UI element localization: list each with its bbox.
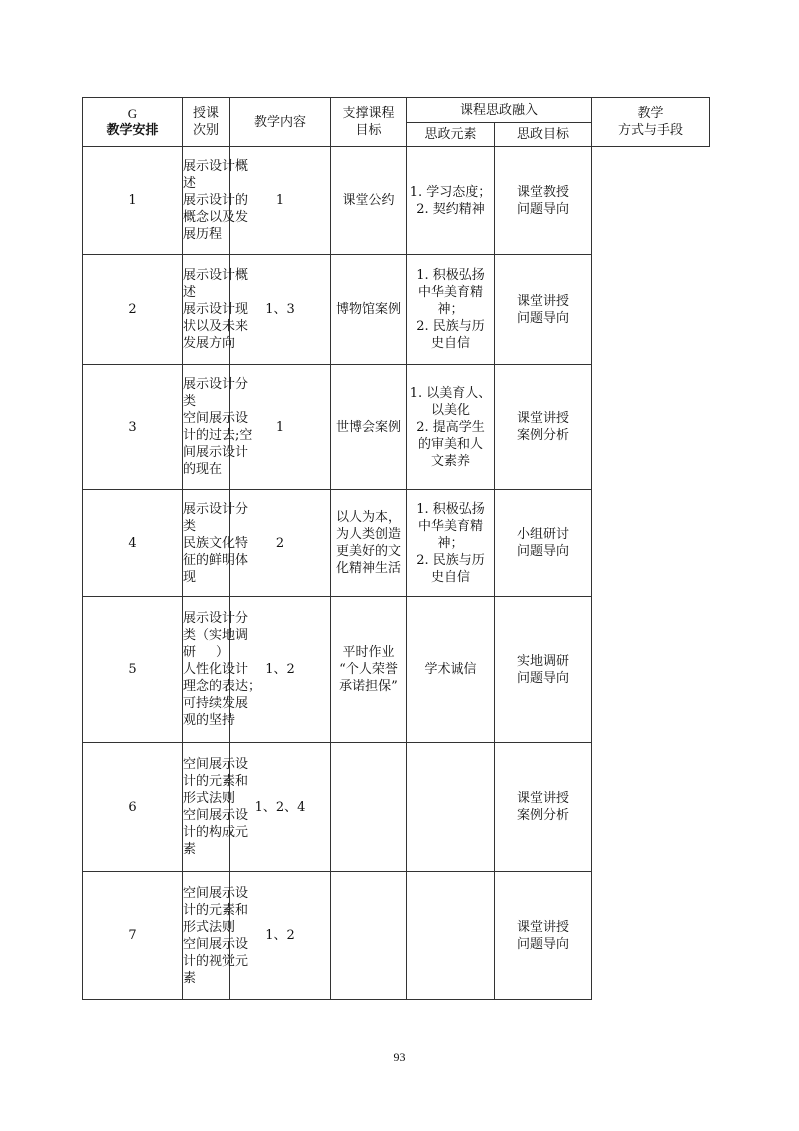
element-cell [331,743,407,872]
session-number: 5 [83,597,183,743]
content-line: 形式法则 [183,919,236,935]
content-line: 空间展示设 [183,757,249,772]
session-number: 2 [83,255,183,365]
target-line: 2. 民族与历 [416,552,485,568]
goal-cell: 2 [230,490,331,597]
table-row [83,872,710,1000]
content-line: 研） [183,645,229,660]
content-cell [183,597,262,743]
goal-cell: 1、2 [230,872,331,1000]
element-line: 平时作业 [342,645,395,660]
goal-cell: 1 [230,365,331,490]
method-cell [495,255,592,365]
content-cell [183,490,249,597]
header-method-line: 教学 [637,106,664,121]
content-line: 展示设计的 [183,193,249,208]
method-line: 课堂讲授 [517,919,570,935]
content-line: 现 [183,569,197,585]
method-cell [495,365,592,490]
content-line: 展示设计分 [183,377,249,392]
header-method [592,98,710,147]
content-line: 展示设计概 [183,268,249,283]
content-line: 间展示设计 [183,445,249,460]
header-session [183,98,230,147]
content-line: 征的鲜明体 [183,552,249,568]
session-number: 7 [83,872,183,1000]
target-line: 2. 民族与历 [416,319,485,334]
header-ideology: 课程思政融入 [407,98,592,123]
content-line: 空间展示设 [183,808,249,823]
content-line: 发展方向 [183,336,236,351]
content-line: 展示设计分 [183,611,249,626]
content-line: 空间展示设 [183,885,249,901]
target-line: 中华美育精 [417,285,483,300]
method-line: 问题导向 [517,544,570,559]
content-line: 的现在 [183,462,223,477]
method-line: 课堂教授 [517,184,570,200]
method-line: 实地调研 [517,653,570,669]
element-cell [331,490,407,597]
goal-cell: 1 [230,147,331,255]
section-title: 教学安排 [106,123,159,138]
goal-cell: 1、2、4 [230,743,331,872]
content-line: 展示设计分 [183,501,249,517]
content-line: 计的构成元 [183,825,249,840]
session-number: 1 [83,147,183,255]
element-line: 承诺担保” [339,679,398,694]
method-line: 课堂讲授 [517,791,570,806]
header-method-line: 方式与手段 [618,123,684,138]
content-line: 空间展示设 [183,936,249,952]
method-line: 问题导向 [517,310,570,326]
target-cell [407,255,495,365]
element-cell [331,872,407,1000]
content-line: 计的视觉元 [183,953,249,969]
content-line: 计的过去;空 [183,428,253,443]
content-line: 类 [183,394,197,409]
table-row [83,743,710,872]
target-cell [407,490,495,597]
element-cell [331,365,407,490]
element-line: 课堂公约 [342,193,395,208]
header-goal-line: 目标 [355,123,382,138]
method-cell [495,147,592,255]
content-line: 素 [183,970,197,986]
content-line: 述 [183,176,197,191]
method-line: 问题导向 [517,670,570,686]
content-cell [183,255,249,365]
method-cell [495,743,592,872]
target-cell [407,743,495,872]
method-cell [495,490,592,597]
table-row [83,147,710,255]
element-cell [331,147,407,255]
header-goal [331,98,407,147]
section-letter: G [127,106,138,121]
content-line: 素 [183,842,197,857]
target-line: 2. 契约精神 [416,201,485,217]
element-line: 世博会案例 [335,419,401,435]
content-line: 类 [183,518,197,534]
target-cell [407,365,495,490]
table-row [83,365,710,490]
target-line: 神； [437,302,464,317]
header-session-line: 次别 [192,123,219,138]
content-line: 人性化设计 [183,662,249,677]
method-line: 小组研讨 [517,527,570,542]
table-row [83,255,710,365]
target-line: 史自信 [430,569,470,585]
element-line: “个人荣誉 [339,662,398,677]
session-number: 3 [83,365,183,490]
session-number: 6 [83,743,183,872]
target-line: 1. 积极弘扬 [416,501,485,517]
target-line: 1. 积极弘扬 [416,268,485,283]
header-target: 思政目标 [495,123,592,147]
method-cell [495,872,592,1000]
content-cell [183,872,249,1000]
content-line: 理念的表达； [183,679,262,694]
method-line: 问题导向 [517,936,570,952]
content-cell [183,365,253,490]
element-line: 以人为本， [335,510,401,525]
content-line: 形式法则 [183,791,236,806]
content-line: 述 [183,285,197,300]
content-line: 类（实地调 [183,628,249,643]
teaching-schedule-table [82,97,710,1000]
goal-cell: 1、3 [230,255,331,365]
session-number: 4 [83,490,183,597]
header-content: 教学内容 [230,98,331,147]
target-line: 学术诚信 [424,662,477,677]
target-cell [407,147,495,255]
target-line: 神； [437,535,464,551]
target-line: 中华美育精 [417,518,483,534]
table-row [83,597,710,743]
element-line: 更美好的文 [335,544,401,559]
content-cell [183,743,249,872]
content-line: 展示设计现 [183,302,249,317]
element-cell [331,597,407,743]
target-line: 2. 提高学生 [416,419,485,435]
section-label [83,98,183,147]
header-element: 思政元素 [407,123,495,147]
target-line: 以美化 [430,402,470,418]
method-line: 问题导向 [517,201,570,217]
page-number: 93 [393,1050,406,1064]
element-line: 化精神生活 [335,561,401,576]
method-cell [495,597,592,743]
target-line: 史自信 [430,336,470,351]
content-line: 民族文化特 [183,535,249,551]
target-line: 1. 以美育人、 [409,385,492,401]
target-line: 的审美和人 [417,436,483,452]
header-goal-line: 支撑课程 [342,106,395,121]
method-line: 案例分析 [517,808,570,823]
goal-cell: 1、2 [230,597,331,743]
target-line: 文素养 [430,453,470,469]
method-line: 课堂讲授 [517,411,570,426]
content-line: 空间展示设 [183,411,249,426]
content-line: 状以及未来 [183,319,249,334]
content-line: 展历程 [183,227,223,242]
content-line: 观的坚持 [183,713,236,728]
content-line: 概念以及发 [183,210,249,225]
element-line: 博物馆案例 [335,302,401,317]
element-cell [331,255,407,365]
target-line: 1. 学习态度； [409,184,492,200]
content-line: 可持续发展 [183,696,249,711]
method-line: 案例分析 [517,428,570,443]
header-session-line: 授课 [192,106,219,121]
target-cell [407,872,495,1000]
table-row [83,490,710,597]
content-line: 展示设计概 [183,159,249,174]
target-cell [407,597,495,743]
element-line: 为人类创造 [335,527,401,542]
content-line: 计的元素和 [183,774,249,789]
content-cell [183,147,249,255]
method-line: 课堂讲授 [517,293,570,309]
content-line: 计的元素和 [183,902,249,918]
